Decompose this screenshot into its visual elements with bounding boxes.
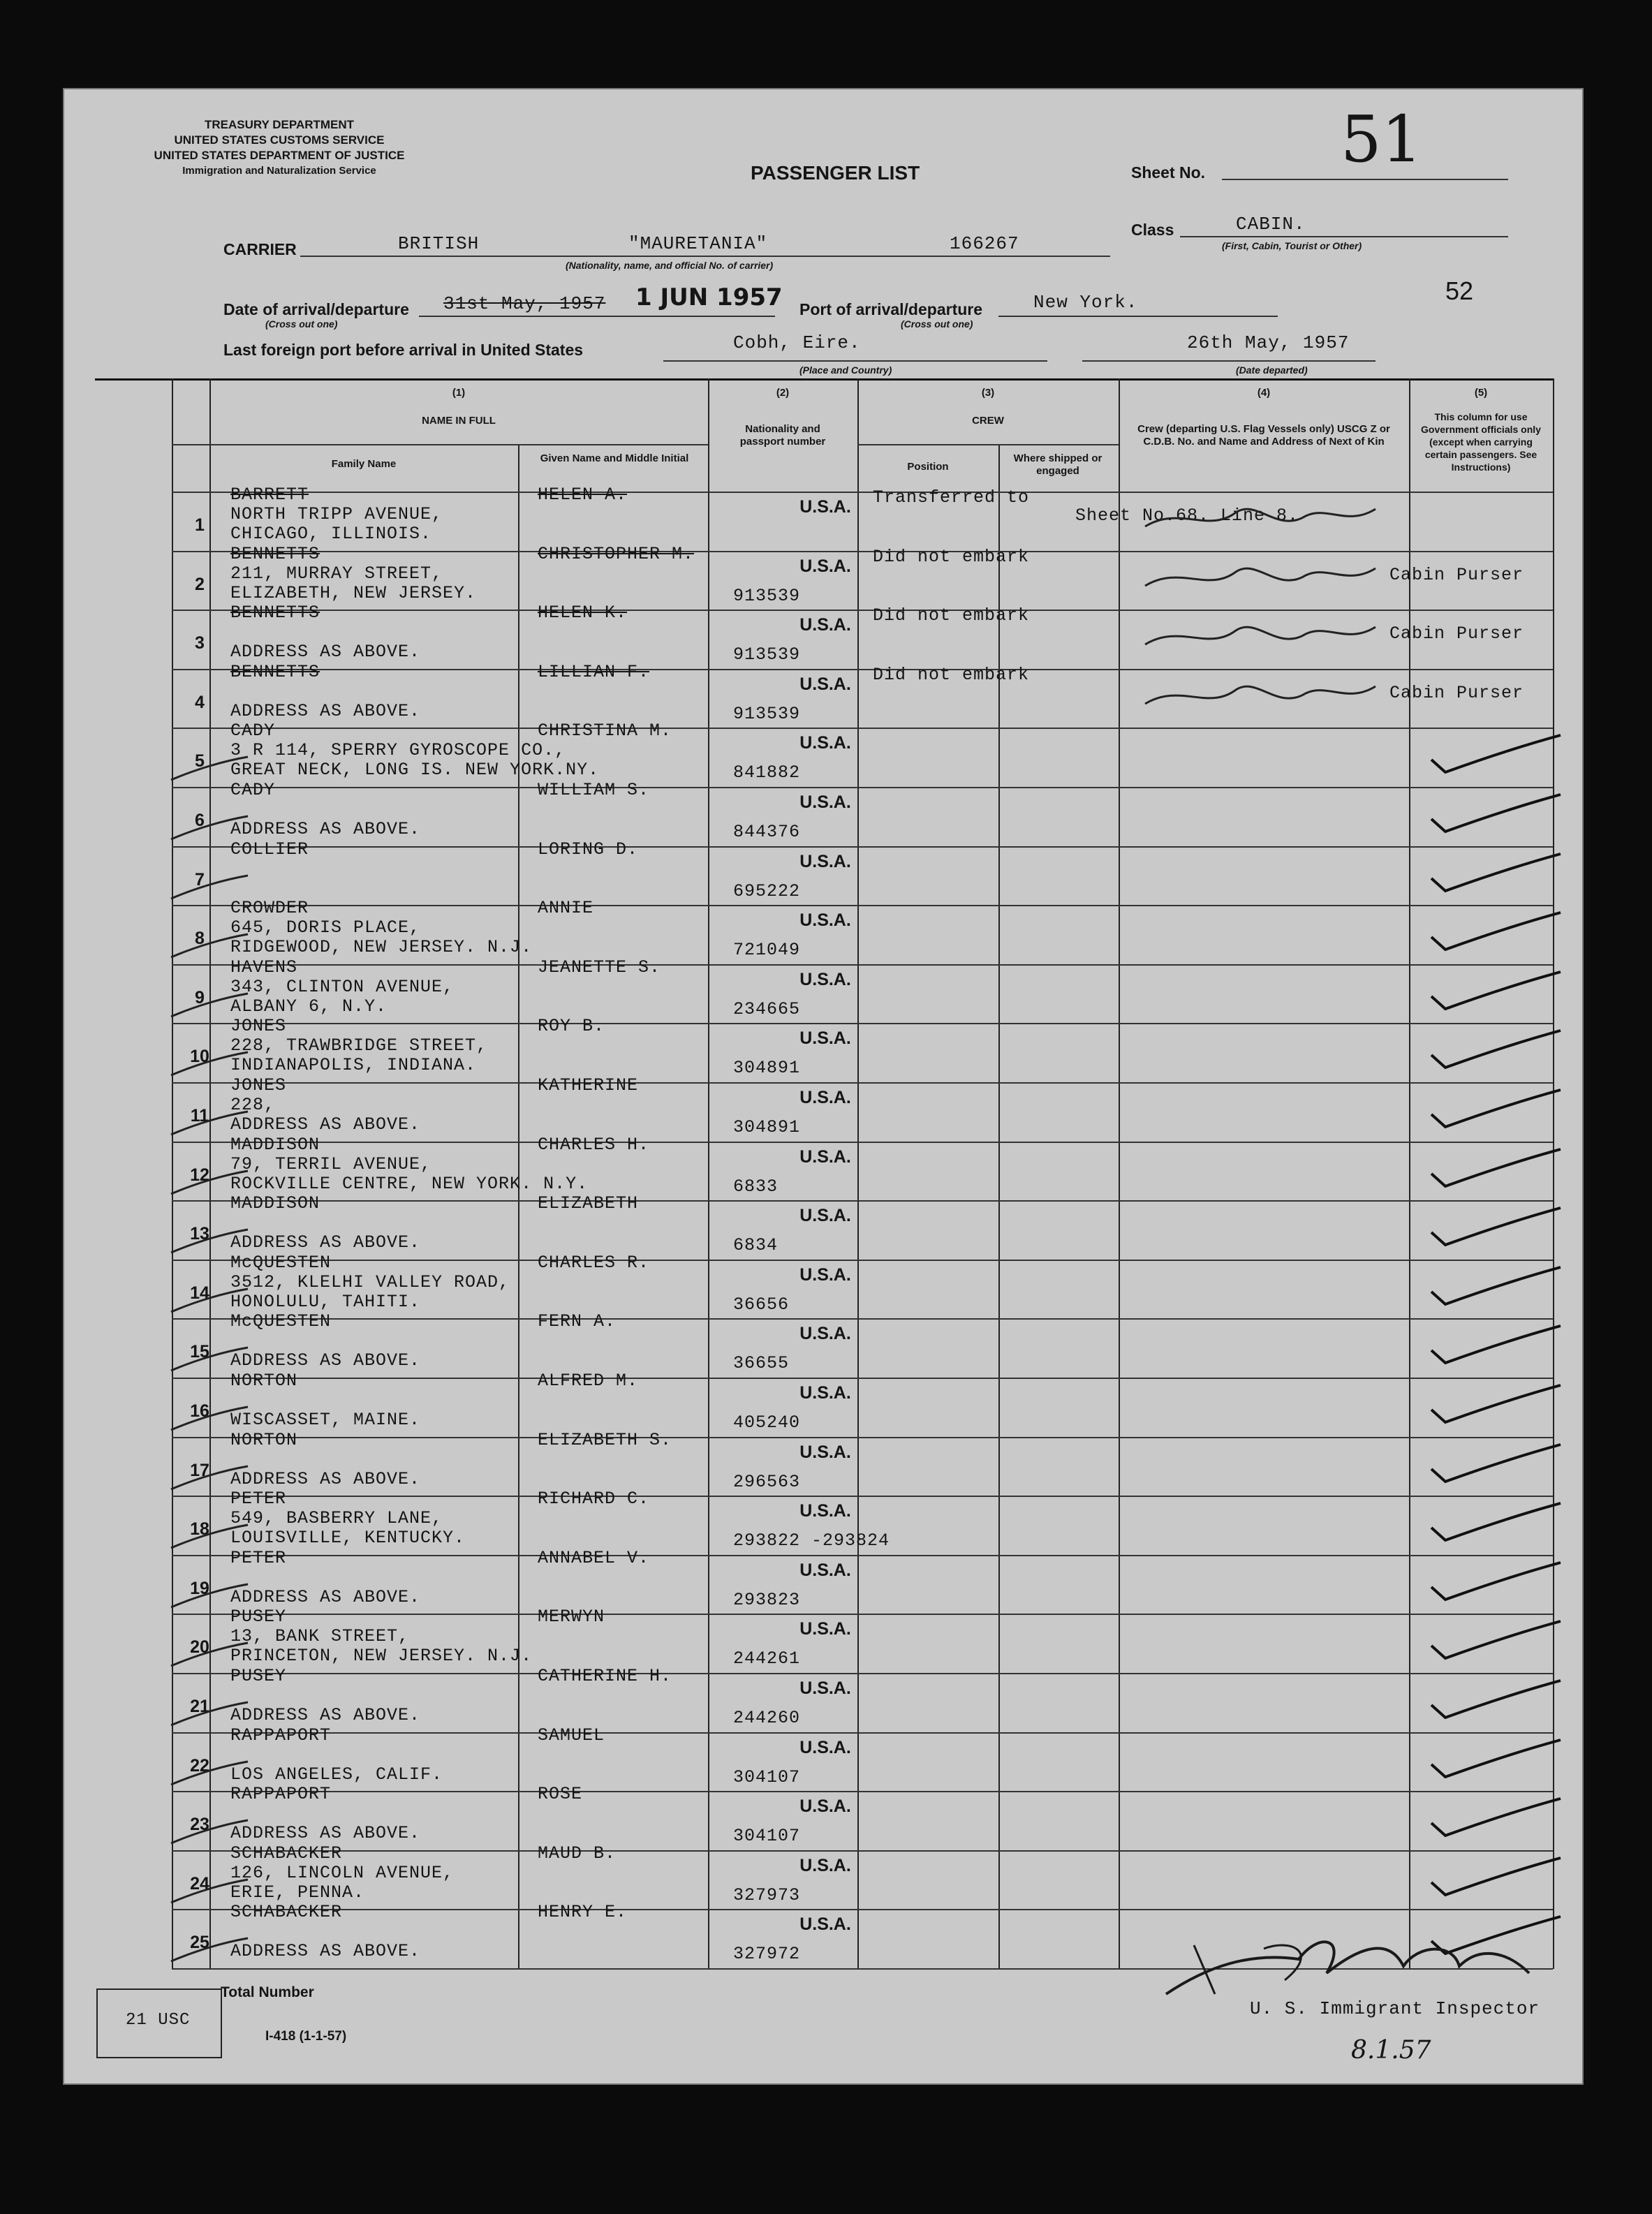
margin-number: 52 bbox=[1445, 276, 1474, 305]
row-rule bbox=[172, 1437, 1553, 1438]
nationality: U.S.A. bbox=[799, 1796, 851, 1816]
passport-number: 327972 bbox=[733, 1944, 801, 1964]
row-number: 1 bbox=[195, 515, 205, 535]
given-column-divider bbox=[518, 444, 519, 1969]
family-name: MADDISON bbox=[230, 1135, 320, 1155]
address-line-1: 126, LINCOLN AVENUE, bbox=[230, 1863, 455, 1883]
form-number: I-418 (1-1-57) bbox=[265, 2029, 347, 2044]
col5-number: (5) bbox=[1474, 387, 1488, 399]
passport-number: 405240 bbox=[733, 1412, 801, 1433]
crew-position: Did not embark bbox=[873, 605, 1030, 626]
passport-number: 36656 bbox=[733, 1294, 790, 1315]
class-note: (First, Cabin, Tourist or Other) bbox=[1222, 240, 1362, 251]
nationality: U.S.A. bbox=[799, 556, 851, 576]
row-number: 21 bbox=[190, 1697, 209, 1716]
row-number: 12 bbox=[190, 1165, 209, 1185]
check-mark bbox=[1417, 1795, 1571, 1844]
given-name-header: Given Name and Middle Initial bbox=[540, 452, 689, 464]
row-rule bbox=[172, 610, 1553, 611]
date-stamp: 1 JUN 1957 bbox=[635, 283, 783, 311]
address-line-2: LOS ANGELES, CALIF. bbox=[230, 1764, 443, 1785]
row-tick-mark bbox=[168, 1346, 251, 1374]
carrier-nationality: BRITISH bbox=[398, 233, 480, 254]
carrier-label: CARRIER bbox=[223, 240, 297, 258]
page-title: PASSENGER LIST bbox=[751, 162, 920, 184]
check-mark bbox=[1417, 1559, 1571, 1608]
row-rule bbox=[172, 551, 1553, 552]
row-number: 8 bbox=[195, 929, 205, 948]
last-port-note: (Place and Country) bbox=[799, 364, 892, 376]
given-name: ANNIE bbox=[538, 898, 594, 918]
family-name: RAPPAPORT bbox=[230, 1725, 332, 1746]
agency-line: UNITED STATES DEPARTMENT OF JUSTICE bbox=[154, 149, 405, 162]
sheet-label: Sheet No. bbox=[1131, 163, 1206, 182]
subheader-rule bbox=[172, 444, 708, 445]
passport-number: 913539 bbox=[733, 644, 801, 665]
col1-title: NAME IN FULL bbox=[422, 415, 496, 427]
passport-number: 304891 bbox=[733, 1058, 801, 1078]
row-tick-mark bbox=[168, 1110, 251, 1138]
passport-number: 293823 bbox=[733, 1590, 801, 1610]
nationality: U.S.A. bbox=[799, 792, 851, 812]
address-line-2: CHICAGO, ILLINOIS. bbox=[230, 524, 432, 544]
address-line-2: PRINCETON, NEW JERSEY. N.J. bbox=[230, 1646, 533, 1666]
row-tick-mark bbox=[168, 755, 251, 783]
passport-number: 6833 bbox=[733, 1176, 779, 1197]
address-line-2: ADDRESS AS ABOVE. bbox=[230, 1587, 421, 1607]
row-rule bbox=[172, 964, 1553, 966]
crew-position: Did not embark bbox=[873, 665, 1030, 685]
given-name: CHARLES H. bbox=[538, 1135, 650, 1155]
address-line-1: 343, CLINTON AVENUE, bbox=[230, 977, 455, 997]
total-box bbox=[96, 1988, 222, 2058]
family-name: RAPPAPORT bbox=[230, 1784, 332, 1804]
passport-number: 244260 bbox=[733, 1708, 801, 1728]
check-mark bbox=[1417, 1736, 1571, 1785]
address-line-2: ALBANY 6, N.Y. bbox=[230, 996, 388, 1017]
passport-number: 841882 bbox=[733, 762, 801, 783]
row-number: 16 bbox=[190, 1401, 209, 1421]
crew-note: Cabin Purser bbox=[1389, 565, 1524, 585]
date-typed: 31st May, 1957 bbox=[443, 293, 606, 314]
row-tick-mark bbox=[168, 815, 251, 843]
family-name: PUSEY bbox=[230, 1607, 287, 1627]
check-mark bbox=[1417, 1264, 1571, 1313]
address-line-2: ELIZABETH, NEW JERSEY. bbox=[230, 583, 477, 603]
row-rule bbox=[172, 1555, 1553, 1556]
family-name: SCHABACKER bbox=[230, 1902, 343, 1922]
inspector-date: 8.1.57 bbox=[1351, 2036, 1431, 2065]
nationality: U.S.A. bbox=[799, 1442, 851, 1462]
address-line-2: ADDRESS AS ABOVE. bbox=[230, 701, 421, 721]
address-line-2: ERIE, PENNA. bbox=[230, 1882, 365, 1903]
passenger-list-sheet bbox=[63, 88, 1584, 2085]
address-line-1: 549, BASBERRY LANE, bbox=[230, 1508, 443, 1528]
row-rule bbox=[172, 1909, 1553, 1910]
row-rule bbox=[172, 1318, 1553, 1320]
given-name: WILLIAM S. bbox=[538, 780, 650, 800]
family-name: JONES bbox=[230, 1075, 287, 1095]
carrier-name: "MAURETANIA" bbox=[628, 233, 768, 254]
row-number: 14 bbox=[190, 1283, 209, 1303]
nationality: U.S.A. bbox=[799, 674, 851, 694]
date-departed-note: (Date departed) bbox=[1236, 364, 1308, 376]
crew-note: Cabin Purser bbox=[1389, 683, 1524, 703]
crew-header: CREW bbox=[972, 415, 1004, 427]
date-note: (Cross out one) bbox=[265, 318, 338, 330]
row-number: 23 bbox=[190, 1815, 209, 1834]
given-name: MERWYN bbox=[538, 1607, 605, 1627]
given-name: KATHERINE bbox=[538, 1075, 639, 1095]
address-line-1: 79, TERRIL AVENUE, bbox=[230, 1154, 432, 1174]
passport-number: 913539 bbox=[733, 586, 801, 606]
row-number: 7 bbox=[195, 870, 205, 890]
nationality-column-divider bbox=[708, 378, 709, 1969]
carrier-note: (Nationality, name, and official No. of carrier) bbox=[566, 260, 774, 271]
nationality: U.S.A. bbox=[799, 497, 851, 517]
check-mark bbox=[1417, 1322, 1571, 1371]
row-tick-mark bbox=[168, 1819, 251, 1847]
class-value: CABIN. bbox=[1236, 214, 1306, 235]
official-header: This column for use Government officials only (except when carrying certain passengers. See Instructions) bbox=[1421, 411, 1541, 473]
row-tick-mark bbox=[168, 1701, 251, 1729]
family-name: BENNETTS bbox=[230, 662, 320, 682]
passport-number: 6834 bbox=[733, 1235, 779, 1255]
address-line-2: LOUISVILLE, KENTUCKY. bbox=[230, 1528, 466, 1548]
col3-number: (3) bbox=[981, 387, 995, 399]
check-mark bbox=[1417, 968, 1571, 1017]
row-rule bbox=[172, 669, 1553, 670]
given-name: ELIZABETH bbox=[538, 1193, 639, 1213]
address-line-2: HONOLULU, TAHITI. bbox=[230, 1292, 421, 1312]
nationality: U.S.A. bbox=[799, 970, 851, 989]
carrier-number: 166267 bbox=[950, 233, 1019, 254]
sheet-number: 51 bbox=[1341, 102, 1423, 177]
given-name: ANNABEL V. bbox=[538, 1548, 650, 1568]
purser-signature bbox=[1138, 558, 1389, 600]
address-line-2: ADDRESS AS ABOVE. bbox=[230, 1469, 421, 1489]
given-name: ALFRED M. bbox=[538, 1371, 639, 1391]
row-rule bbox=[172, 1142, 1553, 1143]
row-rule bbox=[172, 1378, 1553, 1379]
check-mark bbox=[1417, 1618, 1571, 1667]
given-name: LILLIAN F. bbox=[538, 662, 650, 682]
check-mark bbox=[1417, 909, 1571, 958]
row-number: 11 bbox=[190, 1106, 209, 1126]
crew-note: Cabin Purser bbox=[1389, 623, 1524, 644]
row-rule bbox=[172, 1082, 1553, 1084]
family-name: CROWDER bbox=[230, 898, 309, 918]
row-rule bbox=[172, 787, 1553, 788]
nationality: U.S.A. bbox=[799, 615, 851, 635]
row-tick-mark bbox=[168, 1641, 251, 1669]
row-number: 20 bbox=[190, 1637, 209, 1657]
nationality: U.S.A. bbox=[799, 1560, 851, 1580]
nationality: U.S.A. bbox=[799, 1088, 851, 1107]
purser-signature bbox=[1138, 676, 1389, 718]
table-top-rule bbox=[95, 378, 1554, 381]
agency-line: UNITED STATES CUSTOMS SERVICE bbox=[174, 133, 385, 147]
address-line-1: 228, TRAWBRIDGE STREET, bbox=[230, 1035, 488, 1056]
row-tick-mark bbox=[168, 1405, 251, 1433]
crew-subheader-rule bbox=[857, 444, 1119, 445]
date-label: Date of arrival/departure bbox=[223, 300, 409, 318]
row-tick-mark bbox=[168, 1228, 251, 1256]
family-name: PETER bbox=[230, 1548, 287, 1568]
address-line-1: 3512, KLELHI VALLEY ROAD, bbox=[230, 1272, 510, 1292]
passport-number: 721049 bbox=[733, 940, 801, 960]
row-rule bbox=[172, 1850, 1553, 1852]
family-name: MADDISON bbox=[230, 1193, 320, 1213]
address-line-2: RIDGEWOOD, NEW JERSEY. N.J. bbox=[230, 937, 533, 957]
port-label: Port of arrival/departure bbox=[799, 300, 983, 318]
passport-number: 293822 -293824 bbox=[733, 1530, 890, 1551]
given-name: SAMUEL bbox=[538, 1725, 605, 1746]
position-header: Position bbox=[907, 461, 949, 473]
row-number: 18 bbox=[190, 1519, 209, 1539]
given-name: HENRY E. bbox=[538, 1902, 628, 1922]
last-port-label: Last foreign port before arrival in United States bbox=[223, 341, 584, 359]
given-name: ROSE bbox=[538, 1784, 583, 1804]
row-number: 15 bbox=[190, 1342, 209, 1361]
passport-number: 304107 bbox=[733, 1767, 801, 1787]
family-name: CADY bbox=[230, 780, 276, 800]
nationality: U.S.A. bbox=[799, 1265, 851, 1285]
check-mark bbox=[1417, 1146, 1571, 1195]
row-rule bbox=[172, 728, 1553, 729]
given-name: ELIZABETH S. bbox=[538, 1430, 672, 1450]
check-mark bbox=[1417, 1204, 1571, 1253]
nationality: U.S.A. bbox=[799, 1856, 851, 1875]
passport-number: 244261 bbox=[733, 1648, 801, 1669]
row-rule bbox=[172, 1260, 1553, 1261]
passport-number: 695222 bbox=[733, 881, 801, 901]
col4-number: (4) bbox=[1257, 387, 1271, 399]
inspector-signature bbox=[1152, 1924, 1543, 2008]
address-line-1: 645, DORIS PLACE, bbox=[230, 917, 421, 938]
agency-block bbox=[105, 117, 454, 179]
row-number: 6 bbox=[195, 811, 205, 830]
row-rule bbox=[172, 1200, 1553, 1202]
row-number: 17 bbox=[190, 1461, 209, 1480]
row-rule bbox=[172, 1673, 1553, 1674]
row-number: 10 bbox=[190, 1047, 209, 1066]
agency-line: Immigration and Naturalization Service bbox=[182, 165, 376, 177]
address-line-2: GREAT NECK, LONG IS. NEW YORK.NY. bbox=[230, 760, 600, 780]
row-number: 25 bbox=[190, 1933, 209, 1952]
passport-number: 296563 bbox=[733, 1472, 801, 1492]
row-number: 22 bbox=[190, 1756, 209, 1776]
nationality: U.S.A. bbox=[799, 1501, 851, 1521]
row-number: 19 bbox=[190, 1579, 209, 1598]
address-line-1: 211, MURRAY STREET, bbox=[230, 563, 443, 584]
nationality: U.S.A. bbox=[799, 1619, 851, 1639]
nationality: U.S.A. bbox=[799, 733, 851, 753]
passport-number: 234665 bbox=[733, 999, 801, 1019]
family-name: JONES bbox=[230, 1016, 287, 1036]
passport-number: 304107 bbox=[733, 1826, 801, 1846]
family-name-header: Family Name bbox=[331, 458, 397, 470]
family-name: McQUESTEN bbox=[230, 1311, 332, 1331]
check-mark bbox=[1417, 1027, 1571, 1076]
row-number: 2 bbox=[195, 575, 205, 594]
address-line-2: INDIANAPOLIS, INDIANA. bbox=[230, 1055, 477, 1075]
row-rule bbox=[172, 846, 1553, 848]
row-number: 4 bbox=[195, 693, 205, 712]
port-note: (Cross out one) bbox=[901, 318, 973, 330]
nationality-header: Nationality and passport number bbox=[739, 423, 826, 448]
given-name: HELEN A. bbox=[538, 485, 628, 505]
row-number: 13 bbox=[190, 1224, 209, 1243]
row-rule bbox=[172, 905, 1553, 906]
check-mark bbox=[1417, 732, 1571, 781]
row-tick-mark bbox=[168, 1051, 251, 1079]
row-number: 3 bbox=[195, 633, 205, 653]
col1-number: (1) bbox=[452, 387, 466, 399]
nationality: U.S.A. bbox=[799, 1738, 851, 1757]
nationality: U.S.A. bbox=[799, 1206, 851, 1225]
class-label: Class bbox=[1131, 221, 1174, 239]
check-mark bbox=[1417, 1382, 1571, 1431]
row-number: 24 bbox=[190, 1874, 209, 1894]
nationality: U.S.A. bbox=[799, 1028, 851, 1048]
nationality: U.S.A. bbox=[799, 1324, 851, 1343]
total-number-label: Total Number bbox=[221, 1984, 314, 2000]
given-name: RICHARD C. bbox=[538, 1489, 650, 1509]
purser-signature bbox=[1138, 499, 1389, 540]
inspector-title: U. S. Immigrant Inspector bbox=[1250, 1998, 1540, 2019]
kin-column-divider bbox=[1119, 378, 1120, 1969]
nationality: U.S.A. bbox=[799, 852, 851, 871]
col2-number: (2) bbox=[776, 387, 790, 399]
check-mark bbox=[1417, 1854, 1571, 1903]
family-name: PUSEY bbox=[230, 1666, 287, 1686]
check-mark bbox=[1417, 1500, 1571, 1549]
shipped-header: Where shipped or engaged bbox=[1013, 452, 1102, 477]
family-name: NORTON bbox=[230, 1371, 298, 1391]
check-mark bbox=[1417, 1677, 1571, 1726]
nationality: U.S.A. bbox=[799, 1678, 851, 1698]
crew-position: Transferred to bbox=[873, 487, 1030, 508]
port-value: New York. bbox=[1033, 292, 1138, 313]
header-bottom-rule bbox=[172, 492, 1553, 493]
passport-number: 304891 bbox=[733, 1117, 801, 1137]
given-name: CHRISTINA M. bbox=[538, 721, 672, 741]
nationality: U.S.A. bbox=[799, 1147, 851, 1167]
purser-signature bbox=[1138, 617, 1389, 658]
row-rule bbox=[172, 1732, 1553, 1734]
row-tick-mark bbox=[168, 1523, 251, 1551]
address-line-1: NORTH TRIPP AVENUE, bbox=[230, 504, 443, 524]
passport-number: 327973 bbox=[733, 1885, 801, 1905]
passport-number: 36655 bbox=[733, 1353, 790, 1373]
given-name: ROY B. bbox=[538, 1016, 605, 1036]
row-tick-mark bbox=[168, 933, 251, 961]
given-name: LORING D. bbox=[538, 839, 639, 859]
check-mark bbox=[1417, 850, 1571, 899]
family-name: PETER bbox=[230, 1489, 287, 1509]
address-line-2: ROCKVILLE CENTRE, NEW YORK. N.Y. bbox=[230, 1174, 589, 1194]
address-line-2: ADDRESS AS ABOVE. bbox=[230, 1941, 421, 1961]
agency-line: TREASURY DEPARTMENT bbox=[204, 118, 355, 131]
check-mark bbox=[1417, 791, 1571, 840]
passport-number: 913539 bbox=[733, 704, 801, 724]
official-column-divider bbox=[1409, 378, 1410, 1969]
total-box-text: 21 USC bbox=[126, 2011, 191, 2030]
address-line-2: WISCASSET, MAINE. bbox=[230, 1410, 421, 1430]
given-name: JEANETTE S. bbox=[538, 957, 661, 977]
address-line-2: ADDRESS AS ABOVE. bbox=[230, 1705, 421, 1725]
row-number: 5 bbox=[195, 751, 205, 771]
address-line-1: 228, bbox=[230, 1095, 276, 1115]
passport-number: 844376 bbox=[733, 822, 801, 842]
address-line-2: ADDRESS AS ABOVE. bbox=[230, 1350, 421, 1371]
nationality: U.S.A. bbox=[799, 1383, 851, 1403]
address-line-1: 3 R 114, SPERRY GYROSCOPE CO., bbox=[230, 740, 566, 760]
family-name: CADY bbox=[230, 721, 276, 741]
row-rule bbox=[172, 1496, 1553, 1497]
row-rule bbox=[172, 1023, 1553, 1024]
given-name: CHRISTOPHER M. bbox=[538, 544, 695, 564]
address-line-2: ADDRESS AS ABOVE. bbox=[230, 1232, 421, 1253]
address-line-2: ADDRESS AS ABOVE. bbox=[230, 1823, 421, 1843]
family-name: BENNETTS bbox=[230, 603, 320, 623]
address-line-2: ADDRESS AS ABOVE. bbox=[230, 642, 421, 662]
family-name: NORTON bbox=[230, 1430, 298, 1450]
row-number: 9 bbox=[195, 988, 205, 1008]
family-name: McQUESTEN bbox=[230, 1253, 332, 1273]
given-name: FERN A. bbox=[538, 1311, 617, 1331]
address-line-2: ADDRESS AS ABOVE. bbox=[230, 1114, 421, 1135]
crew-position: Did not embark bbox=[873, 547, 1030, 567]
family-name: HAVENS bbox=[230, 957, 298, 977]
check-mark bbox=[1417, 1086, 1571, 1135]
kin-header: Crew (departing U.S. Flag Vessels only) USCG Z or C.D.B. No. and Name and Address of Next of Kin bbox=[1137, 423, 1390, 448]
last-port-value: Cobh, Eire. bbox=[733, 332, 861, 353]
address-line-2: ADDRESS AS ABOVE. bbox=[230, 819, 421, 839]
family-name: BENNETTS bbox=[230, 544, 320, 564]
family-name: BARRETT bbox=[230, 485, 309, 505]
family-name: SCHABACKER bbox=[230, 1843, 343, 1864]
given-name: MAUD B. bbox=[538, 1843, 617, 1864]
row-tick-mark bbox=[168, 1937, 251, 1965]
nationality: U.S.A. bbox=[799, 1914, 851, 1934]
crew-note: Sheet No.68. Line 8. bbox=[1075, 505, 1299, 526]
given-name: HELEN K. bbox=[538, 603, 628, 623]
given-name: CATHERINE H. bbox=[538, 1666, 672, 1686]
row-rule bbox=[172, 1791, 1553, 1792]
row-rule bbox=[172, 1614, 1553, 1615]
nationality: U.S.A. bbox=[799, 910, 851, 930]
given-name: CHARLES R. bbox=[538, 1253, 650, 1273]
address-line-1: 13, BANK STREET, bbox=[230, 1626, 410, 1646]
check-mark bbox=[1417, 1441, 1571, 1490]
date-departed: 26th May, 1957 bbox=[1187, 332, 1350, 353]
family-name: COLLIER bbox=[230, 839, 309, 859]
